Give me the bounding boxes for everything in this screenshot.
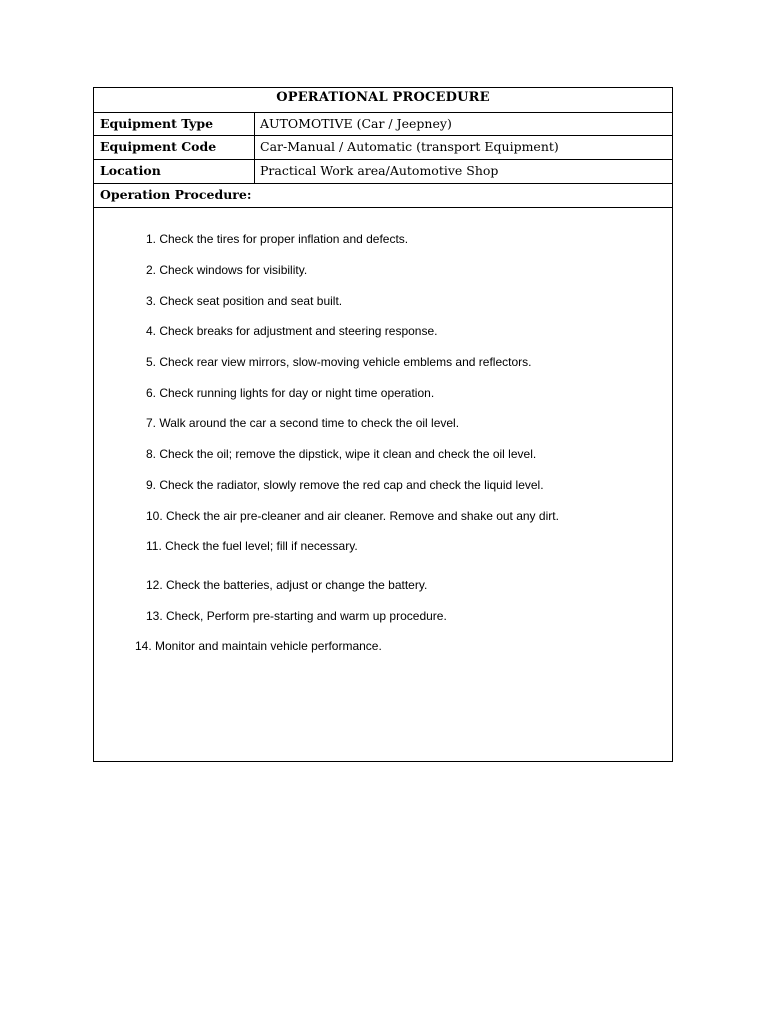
location-row [94,160,672,184]
step-item: 12. Check the batteries, adjust or change the battery. [146,578,428,592]
step-item: 14. Monitor and maintain vehicle performance. [135,639,382,653]
title-row [94,88,672,113]
step-item: 7. Walk around the car a second time to check the oil level. [146,416,460,430]
step-item: 10. Check the air pre-cleaner and air cleaner. Remove and shake out any dirt. [146,509,559,523]
form-title: OPERATIONAL PROCEDURE [276,90,490,105]
step-item: 11. Check the fuel level; fill if necessary. [146,539,358,553]
step-item: 5. Check rear view mirrors, slow-moving vehicle emblems and reflectors. [146,355,532,369]
step-item: 6. Check running lights for day or night time operation. [146,386,435,400]
step-item: 4. Check breaks for adjustment and steering response. [146,324,438,338]
equipment-type-row [94,113,672,136]
step-item: 3. Check seat position and seat built. [146,294,343,308]
location-value: Practical Work area/Automotive Shop [260,163,499,178]
equipment-type-value: AUTOMOTIVE (Car / Jeepney) [260,116,452,131]
equipment-code-label: Equipment Code [100,139,217,154]
step-item: 8. Check the oil; remove the dipstick, wipe it clean and check the oil level. [146,447,537,461]
location-label: Location [100,163,161,178]
step-item: 13. Check, Perform pre-starting and warm up procedure. [146,609,447,623]
column-divider [254,113,255,184]
equipment-code-row [94,136,672,160]
equipment-code-value: Car-Manual / Automatic (transport Equipment) [260,139,559,154]
step-item: 2. Check windows for visibility. [146,263,308,277]
operational-procedure-form [93,87,673,762]
procedure-header-row [94,184,672,208]
procedure-label: Operation Procedure: [100,187,252,202]
step-item: 1. Check the tires for proper inflation and defects. [146,232,409,246]
procedure-steps [94,208,672,761]
equipment-type-label: Equipment Type [100,116,214,131]
step-item: 9. Check the radiator, slowly remove the red cap and check the liquid level. [146,478,544,492]
